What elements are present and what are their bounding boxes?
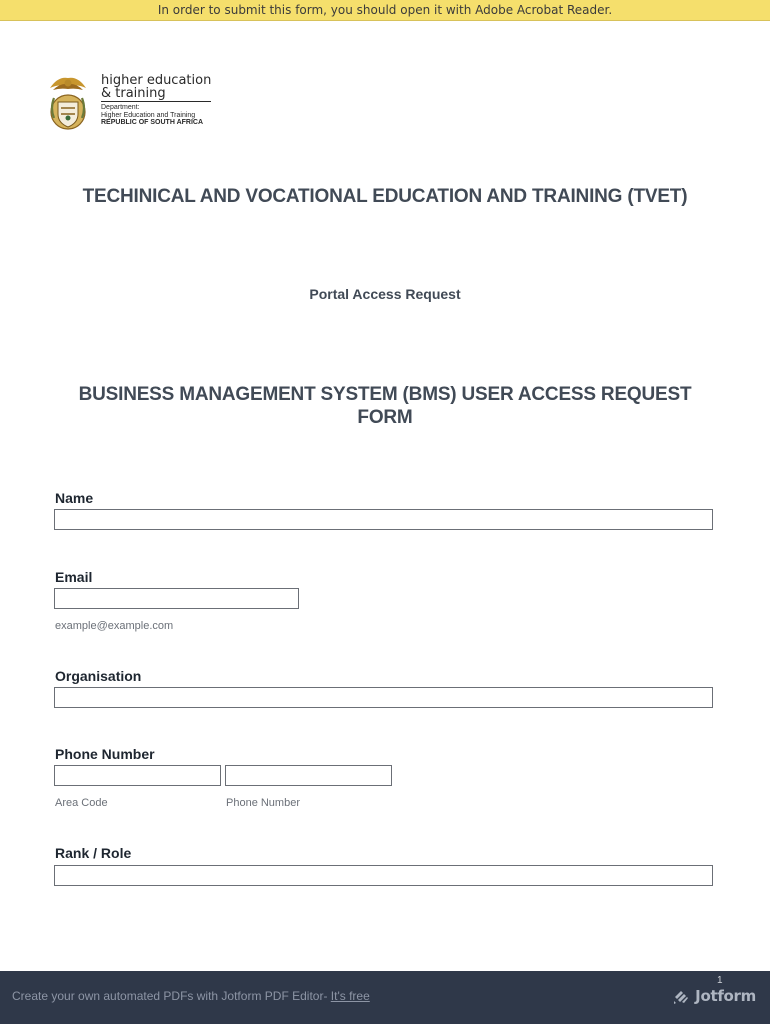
rank-role-label: Rank / Role <box>55 845 132 861</box>
adobe-reader-notice <box>0 0 770 21</box>
footer-promo-text: Create your own automated PDFs with Jotform PDF Editor- <box>12 989 331 1003</box>
its-free-link[interactable]: It's free <box>330 989 370 1003</box>
jotform-brand[interactable] <box>673 986 756 1006</box>
logo-title-line1: higher education <box>101 73 212 88</box>
footer-promo <box>12 989 370 1003</box>
jotform-brand-name: Jotform <box>695 987 756 1005</box>
logo-title-line2: & training <box>101 86 166 101</box>
organisation-label: Organisation <box>55 668 142 684</box>
name-label: Name <box>55 490 94 506</box>
email-hint: example@example.com <box>55 620 174 632</box>
logo-divider <box>101 101 211 102</box>
phone-number-field[interactable] <box>225 765 392 786</box>
area-code-hint: Area Code <box>55 797 108 809</box>
name-field[interactable] <box>54 509 713 530</box>
page-number: 1 <box>717 975 723 986</box>
phone-number-label: Phone Number <box>55 746 155 762</box>
document-subtitle: Portal Access Request <box>309 286 461 302</box>
coat-of-arms-icon <box>44 74 92 132</box>
logo-text <box>101 74 221 127</box>
logo-country: REPUBLIC OF SOUTH AFRICA <box>101 119 204 126</box>
logo-department-name: Higher Education and Training <box>101 111 196 119</box>
department-logo <box>44 74 224 134</box>
jotform-logo-icon <box>673 988 690 1005</box>
email-label: Email <box>55 569 93 585</box>
email-field[interactable] <box>54 588 299 609</box>
area-code-field[interactable] <box>54 765 221 786</box>
phone-number-hint: Phone Number <box>226 797 300 809</box>
adobe-reader-notice-text: In order to submit this form, you should open it with Adobe Acrobat Reader. <box>157 3 613 17</box>
organisation-field[interactable] <box>54 687 713 708</box>
logo-department-label: Department: <box>101 104 140 111</box>
document-title: TECHINICAL AND VOCATIONAL EDUCATION AND TRAINING (TVET) <box>82 186 688 207</box>
form-title: BUSINESS MANAGEMENT SYSTEM (BMS) USER ACCESS REQUEST FORM <box>78 384 692 428</box>
rank-role-field[interactable] <box>54 865 713 886</box>
